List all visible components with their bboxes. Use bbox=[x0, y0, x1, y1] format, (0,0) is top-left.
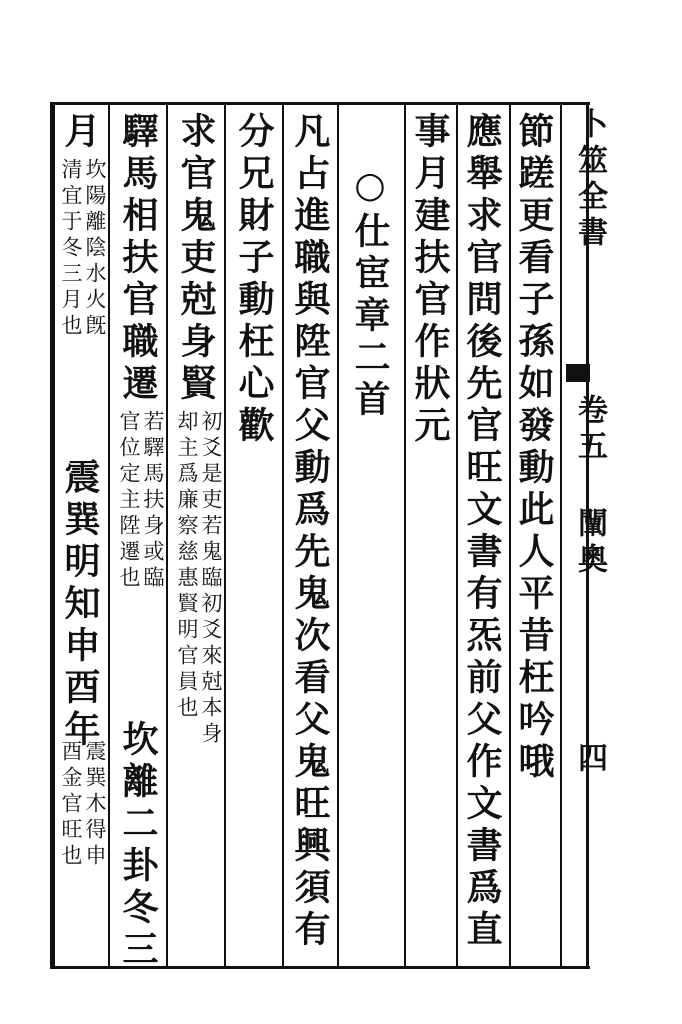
commentary-note: 清宜于冬三月也 bbox=[59, 158, 83, 340]
book-title: 卜筮全書 bbox=[572, 108, 607, 252]
commentary-note: 初爻是吏若鬼臨初爻來尅本身 bbox=[199, 410, 223, 748]
text-column-1: 節蹉更看子孫如發動此人平昔枉吟哦 bbox=[513, 112, 555, 784]
text-column-5: 凡占進職與陞官父動爲先鬼次看父鬼旺興須有 bbox=[289, 112, 331, 952]
commentary-note: 酉金官旺也 bbox=[59, 740, 83, 870]
column-divider bbox=[224, 102, 226, 966]
text-column-9-bottom: 震巽明知申酉年 bbox=[59, 458, 101, 752]
text-column-8-tail: 坎離二卦冬三 bbox=[117, 720, 159, 972]
column-divider bbox=[108, 102, 110, 966]
text-column-2: 應舉求官問後先官旺文書有炁前父作文書爲直 bbox=[461, 112, 503, 952]
commentary-note: 却主爲廉察慈惠賢明官員也 bbox=[175, 410, 199, 722]
text-column-6: 分兄財子動枉心歡 bbox=[233, 112, 275, 448]
text-column-3: 事月建扶官作狀元 bbox=[409, 112, 451, 448]
volume-label: 卷五 闡奧 bbox=[572, 394, 607, 579]
column-divider bbox=[166, 102, 168, 966]
column-divider bbox=[509, 102, 511, 966]
column-divider bbox=[282, 102, 284, 966]
column-divider bbox=[560, 102, 562, 966]
fish-tail-marker bbox=[566, 364, 590, 382]
text-column-9-top: 月 bbox=[59, 112, 101, 154]
commentary-note: 坎陽離陰水火旣 bbox=[83, 158, 107, 340]
commentary-note: 官位定主陞遷也 bbox=[117, 410, 141, 592]
text-column-7: 求官鬼吏尅身賢 bbox=[175, 112, 217, 406]
leaf-number: 四 bbox=[572, 742, 607, 778]
text-column-8: 驛馬相扶官職遷 bbox=[117, 112, 159, 406]
chapter-heading: ○仕宦章二首 bbox=[349, 164, 391, 422]
commentary-note: 震巽木得申 bbox=[83, 740, 107, 870]
commentary-note: 若驛馬扶身或臨 bbox=[141, 410, 165, 592]
column-divider bbox=[456, 102, 458, 966]
left-border bbox=[50, 102, 55, 969]
column-divider bbox=[337, 102, 339, 966]
column-divider bbox=[404, 102, 406, 966]
